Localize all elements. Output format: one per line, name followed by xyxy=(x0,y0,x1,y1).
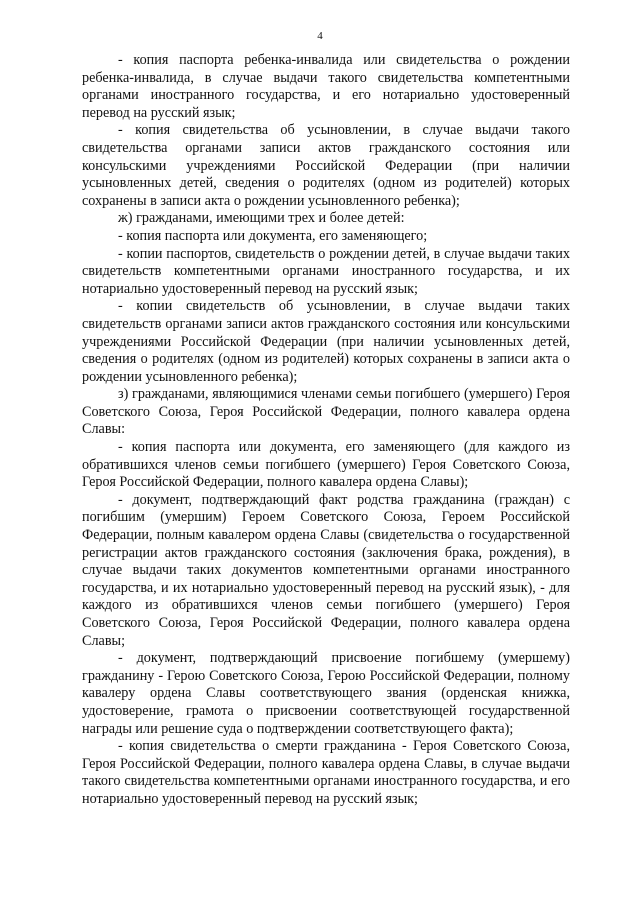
paragraph-title-conferral-document: - документ, подтверждающий присвоение погибшему (умершему) гражданину - Герою Советского Союза, Герою Российской Федерации, полному кавалеру ордена Славы соответствующего звания (орденская книжка, удостоверение, грамота о присвоении соответствующей государственной награды или решение суда о подтверждении соответствующего факта); xyxy=(82,650,570,737)
paragraph-kinship-document: - документ, подтверждающий факт родства гражданина (граждан) с погибшим (умершим) Героем Советского Союза, Героем Российской Федерации, полным кавалером ордена Славы (свидетельства о государственной регистрации актов гражданского состояния (заключения брака, рождения), в случае выдачи таких документов компетентными органами иностранного государства, и их нотариально удостоверенный перевод на русский язык), - для каждого из обратившихся членов семьи погибшего (умершего) Героя Советского Союза, Героя Российской Федерации, полного кавалера ордена Славы; xyxy=(82,491,570,649)
paragraph-section-z-heading: з) гражданами, являющимися членами семьи погибшего (умершего) Героя Советского Союза, Героя Российской Федерации, полного кавалера ордена Славы: xyxy=(82,386,570,438)
paragraph-section-zh-heading: ж) гражданами, имеющими трех и более детей: xyxy=(118,210,405,227)
paragraph-death-certificate-copy: - копия свидетельства о смерти гражданина - Героя Советского Союза, Героя Российской Федерации, полного кавалера ордена Славы, в случае выдачи такого свидетельства компетентными органами иностранного государства, и его нотариально удостоверенный перевод на русский язык; xyxy=(82,738,570,807)
document-body xyxy=(82,52,570,809)
paragraph-child-passport-copy: - копия паспорта ребенка-инвалида или свидетельства о рождении ребенка-инвалида, в случае выдачи такого свидетельства компетентными органами иностранного государства, и его нотариально удостоверенный перевод на русский язык; xyxy=(82,52,570,121)
paragraph-children-passports-copies: - копии паспортов, свидетельств о рождении детей, в случае выдачи таких свидетельств компетентными органами иностранного государства, и их нотариально удостоверенный перевод на русский язык; xyxy=(82,245,570,297)
page-number: 4 xyxy=(317,30,323,42)
paragraph-passport-copy: - копия паспорта или документа, его заменяющего; xyxy=(118,227,428,244)
paragraph-adoption-certificates-copies: - копии свидетельств об усыновлении, в случае выдачи таких свидетельств органами записи актов гражданского состояния или консульскими учреждениями Российской Федерации (при наличии усыновленных детей, сведения о родителях (одном из родителей) которых сохранены в записи акта о рождении усыновленного ребенка); xyxy=(82,298,570,385)
paragraph-family-member-passport-copy: - копия паспорта или документа, его заменяющего (для каждого из обратившихся членов семьи погибшего (умершего) Героя Советского Союза, Героя Российской Федерации, полного кавалера ордена Славы); xyxy=(82,439,570,491)
paragraph-adoption-certificate-copy: - копия свидетельства об усыновлении, в случае выдачи такого свидетельства органами записи актов гражданского состояния или консульскими учреждениями Российской Федерации (при наличии усыновленных детей, сведения о родителях (одном из родителей) которых сохранены в записи акта о рождении усыновленного ребенка); xyxy=(82,122,570,209)
